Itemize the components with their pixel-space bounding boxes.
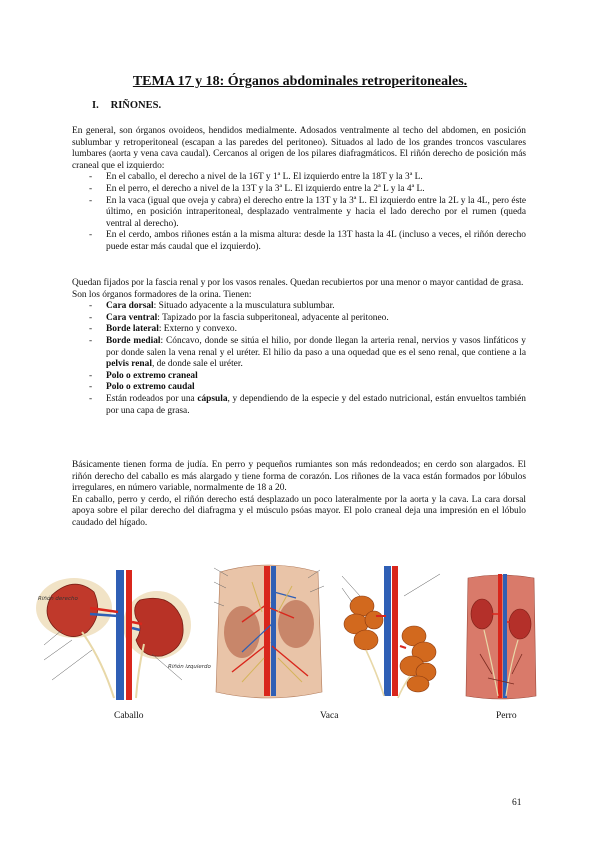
list-item [72,382,526,394]
description: , de donde sale el uréter. [151,359,243,370]
cow-abdomen-figure [212,562,326,700]
list-item [72,371,526,383]
description: , y dependiendo de la especie y del estado nutricional, están envueltos también por una capa de grasa. [106,393,526,416]
shape-paragraph: Básicamente tienen forma de judía. En perro y pequeños rumiantes son más redondeados; en cerdo son alargados. El riñón derecho del caballo es más alargado y tiene forma de corazón. Los riñones de la vaca están formados por lóbulos irregulares, en número variable, normalmente de 18 a 20. [72,460,526,494]
term: cápsula [197,393,228,404]
term: Cara dorsal [106,301,154,312]
list-item [72,301,526,313]
list-item [72,324,526,336]
page-number: 61 [512,798,522,808]
cow-kidneys-figure [340,566,444,700]
list-item: - En el caballo, el derecho a nivel de la 16T y 1ª L. El izquierdo entre la 18T y la 3ª L. [72,172,526,184]
section-number: I. [92,100,99,111]
caption-dog: Perro [496,711,517,721]
term: pelvis renal [106,359,152,370]
description: : Cóncavo, donde se sitúa el hilio, por donde llegan la arteria renal, nervios y vasos linfáticos y por donde salen la vena renal y el uréter. El hilio da paso a una oquedad que es el seno renal, que contiene a la [106,335,526,358]
list-item: - En el cerdo, ambos riñones están a la misma altura: desde la 13T hasta la 4L (incluso a veces, el riñón derecho puede estar más caudal que el izquierdo). [72,230,526,253]
list-item [72,394,526,417]
section-heading [92,100,161,111]
intro-block [72,126,526,254]
term: Cara ventral [106,312,158,323]
horse-kidneys-figure [32,570,211,700]
term: Borde medial [106,335,161,346]
intro-paragraph: En general, son órganos ovoideos, hendidos medialmente. Adosados ventralmente al techo del abdomen, en posición sublumbar y retroperitoneal (escapan a las paredes del peritoneo). Situados al lado de los grandes troncos vasculares lumbares (aorta y vena cava caudal). Cercanos al origen de los pilares diafragmáticos. El riñón derecho de posición más craneal que el izquierdo: [72,126,526,171]
parts-list [72,301,526,417]
organs-line: Son los órganos formadores de la orina. Tienen: [72,289,252,300]
displacement-paragraph: En caballo, perro y cerdo, el riñón derecho está desplazado un poco lateralmente por la aorta y la cava. La cara dorsal apoya sobre el pilar derecho del diafragma y el músculo psóas mayor. El polo craneal deja una impresión en el lóbulo caudado del hígado. [72,494,526,528]
caption-horse: Caballo [114,711,144,721]
description: : Tapizado por la fascia subperitoneal, adyacente al peritoneo. [157,312,389,323]
term: Polo o extremo craneal [106,370,198,381]
description: Están rodeados por una [106,393,198,404]
position-list [72,172,526,253]
list-item [72,313,526,325]
section-title: RIÑONES. [110,100,162,111]
fixation-paragraph: Quedan fijados por la fascia renal y por los vasos renales. Quedan recubiertos por una menor o mayor cantidad de grasa. [72,278,524,288]
shape-block [72,460,526,530]
horse-left-kidney-label: Riñón izquierdo [168,664,211,670]
fixation-block [72,278,526,417]
horse-right-kidney-label: Riñón derecho [38,596,78,602]
page-title: TEMA 17 y 18: Órganos abdominales retroperitoneales. [132,74,468,89]
dog-kidneys-figure [462,574,540,700]
term: Polo o extremo caudal [106,382,195,393]
list-item [72,336,526,371]
description: : Situado adyacente a la musculatura sublumbar. [153,301,335,312]
description: : Externo y convexo. [158,324,237,335]
list-item: - En la vaca (igual que oveja y cabra) el derecho entre la 13T y la 3ª L. El izquierdo entre la 2L y la 4L, pero éste último, en posición intraperitoneal, desplazado ventralmente y hacia el lado derecho por el rumen (queda ventral al derecho). [72,196,526,231]
caption-cow: Vaca [320,711,339,721]
list-item: - En el perro, el derecho a nivel de la 13T y la 3ª L. El izquierdo entre la 2ª L y la 4ª L. [72,184,526,196]
term: Borde lateral [106,324,159,335]
